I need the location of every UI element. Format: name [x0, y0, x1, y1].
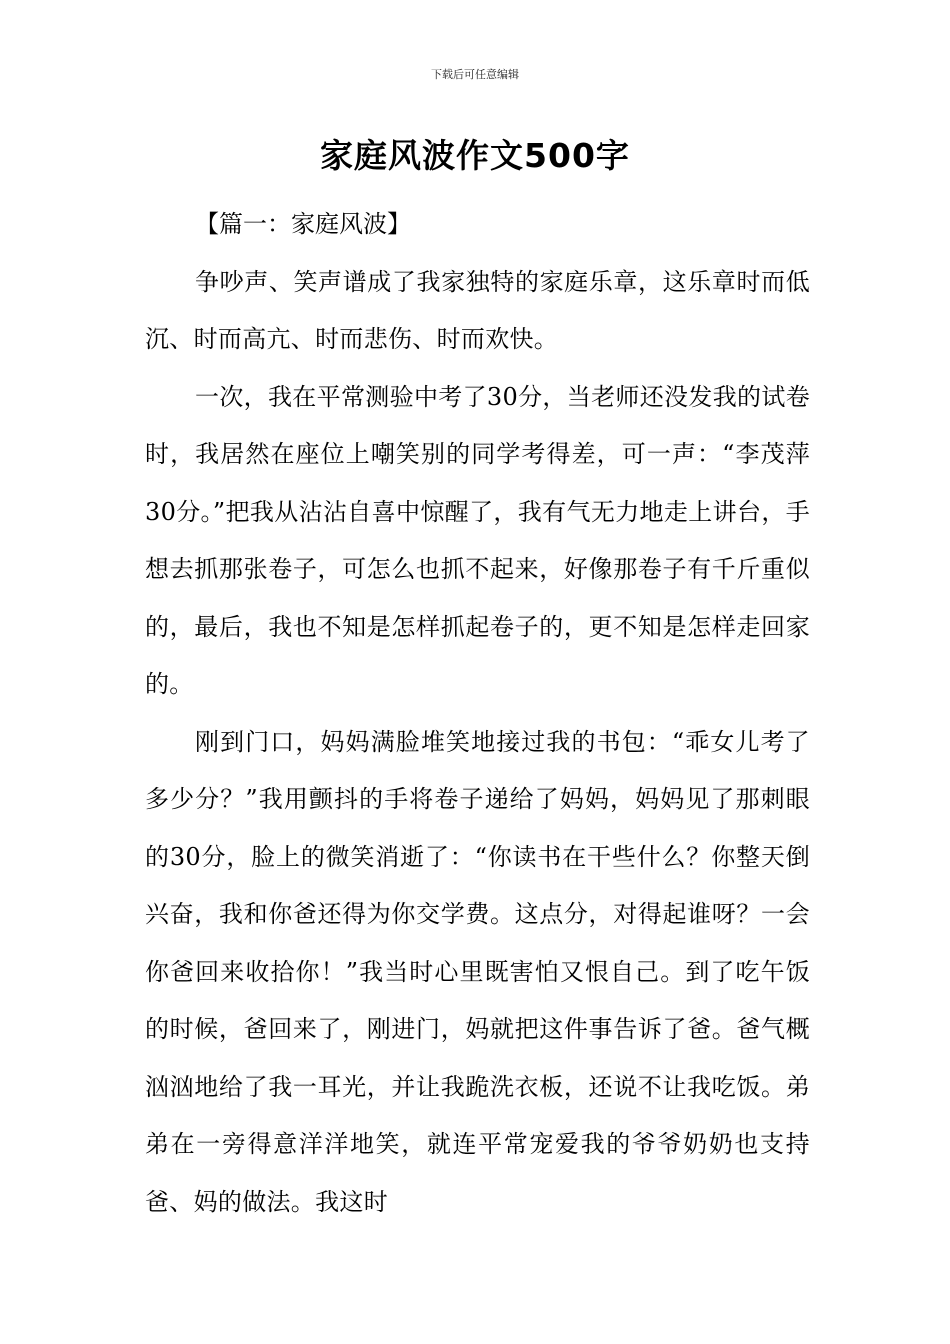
document-title: 家庭风波作文500字 — [320, 136, 630, 175]
header-note: 下载后可任意编辑 — [431, 68, 519, 81]
document-body — [145, 196, 810, 1231]
paragraph-3: 刚到门口，妈妈满脸堆笑地接过我的书包：“乖女儿考了多少分？”我用颤抖的手将卷子递给了妈妈，妈妈见了那刺眼的30分，脸上的微笑消逝了：“你读书在干些什么？你整天倒兴奋，我和你爸还得为你交学费。这点分，对得起谁呀？一会你爸回来收拾你！”我当时心里既害怕又恨自己。到了吃午饭的时候，爸回来了，刚进门，妈就把这件事告诉了爸。爸气概汹汹地给了我一耳光，并让我跪洗衣板，还说不让我吃饭。弟弟在一旁得意洋洋地笑，就连平常宠爱我的爷爷奶奶也支持爸、妈的做法。我这时 — [145, 727, 810, 1216]
paragraph-2: 一次，我在平常测验中考了30分，当老师还没发我的试卷时，我居然在座位上嘲笑别的同学考得差，可一声：“李茂萍30分。”把我从沾沾自喜中惊醒了，我有气无力地走上讲台，手想去抓那张卷子，可怎么也抓不起来，好像那卷子有千斤重似的，最后，我也不知是怎样抓起卷子的，更不知是怎样走回家的。 — [145, 382, 810, 698]
paragraph-1: 争吵声、笑声谱成了我家独特的家庭乐章，这乐章时而低沉、时而高亢、时而悲伤、时而欢快。 — [145, 267, 810, 353]
section-heading: 【篇一：家庭风波】 — [195, 210, 411, 238]
